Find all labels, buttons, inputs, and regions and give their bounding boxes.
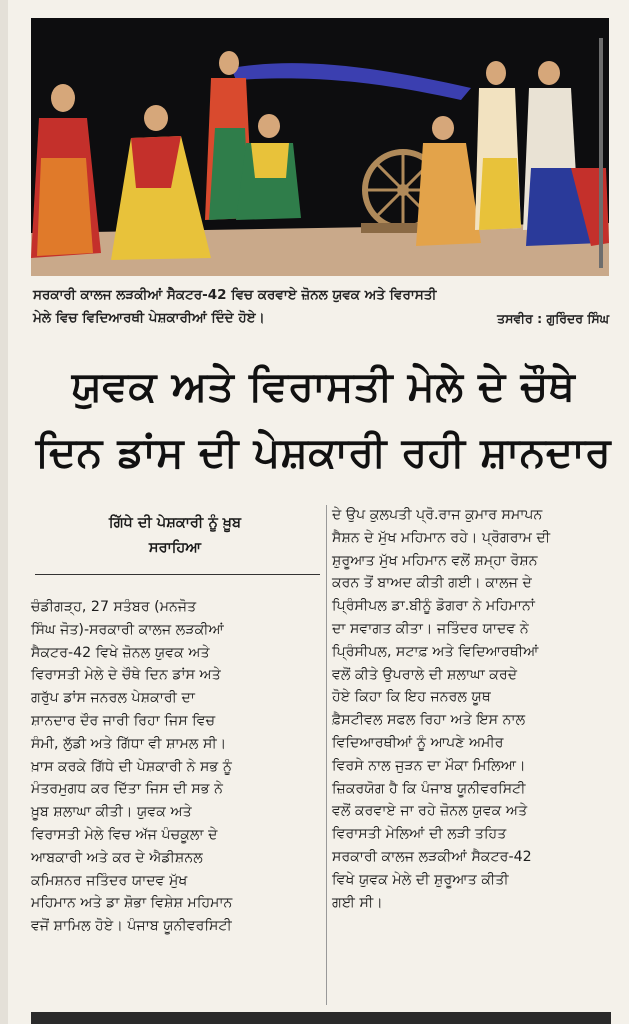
body-line: ਵਿਰਸੇ ਨਾਲ ਜੁੜਨ ਦਾ ਮੌਕਾ ਮਿਲਿਆ। (332, 757, 526, 774)
body-line: ਕਮਿਸ਼ਨਰ ਜਤਿੰਦਰ ਯਾਦਵ ਮੁੱਖ (31, 872, 188, 889)
body-line: ਫ਼ੈਸਟੀਵਲ ਸਫਲ ਰਿਹਾ ਅਤੇ ਇਸ ਨਾਲ (332, 712, 526, 729)
body-line: ਵਿਰਾਸਤੀ ਮੇਲੇ ਦੇ ਚੌਥੇ ਦਿਨ ਡਾਂਸ ਅਤੇ (31, 667, 221, 684)
body-line: ਵਿਰਾਸਤੀ ਮੇਲਿਆਂ ਦੀ ਲੜੀ ਤਹਿਤ (332, 826, 507, 843)
body-line: ਆਬਕਾਰੀ ਅਤੇ ਕਰ ਦੇ ਐਡੀਸ਼ਨਲ (31, 849, 203, 866)
headline-line-2: ਦਿਨ ਡਾਂਸ ਦੀ ਪੇਸ਼ਕਾਰੀ ਰਹੀ ਸ਼ਾਨਦਾਰ (35, 428, 612, 476)
article-column-left (31, 596, 322, 938)
body-line: ਸੰਮੀ, ਲੁੱਡੀ ਅਤੇ ਗਿੱਧਾ ਵੀ ਸ਼ਾਮਲ ਸੀ। (31, 735, 227, 752)
next-article-edge (31, 1012, 611, 1024)
body-line: ਸ਼ੁਰੂਆਤ ਮੁੱਖ ਮਹਿਮਾਨ ਵਲੋਂ ਸ਼ਮ੍ਹਾ ਰੋਸ਼ਨ (332, 552, 538, 569)
photo-caption (33, 284, 611, 330)
body-line: ਵਿਦਿਆਰਥੀਆਂ ਨੂੰ ਆਪਣੇ ਅਮੀਰ (332, 734, 504, 751)
subheading-divider (35, 574, 320, 575)
body-line: ਮੰਤਰਮੁਗਧ ਕਰ ਦਿੱਤਾ ਜਿਸ ਦੀ ਸਭ ਨੇ (31, 781, 223, 798)
column-divider (326, 505, 327, 1005)
body-line: ਖ਼ੂਬ ਸ਼ਲਾਘਾ ਕੀਤੀ। ਯੁਵਕ ਅਤੇ (31, 804, 192, 821)
body-line: ਸਿੰਘ ਜੋਤ)-ਸਰਕਾਰੀ ਕਾਲਜ ਲੜਕੀਆਂ (31, 621, 225, 638)
body-line: ਜ਼ਿਕਰਯੋਗ ਹੈ ਕਿ ਪੰਜਾਬ ਯੂਨੀਵਰਸਿਟੀ (332, 780, 526, 797)
body-line: ਵਲੋਂ ਕਰਵਾਏ ਜਾ ਰਹੇ ਜ਼ੋਨਲ ਯੁਵਕ ਅਤੇ (332, 803, 528, 820)
body-line: ਵਲੋਂ ਕੀਤੇ ਉਪਰਾਲੇ ਦੀ ਸ਼ਲਾਘਾ ਕਰਦੇ (332, 666, 518, 683)
caption-line: ਸਰਕਾਰੀ ਕਾਲਜ ਲੜਕੀਆਂ ਸੈਕਟਰ-42 ਵਿਚ ਕਰਵਾਏ ਜ਼ੋਨਲ ਯੁਵਕ ਅਤੇ ਵਿਰਾਸਤੀ (33, 287, 437, 303)
body-line: ਪ੍ਰਿੰਸੀਪਲ ਡਾ.ਬੀਨੂੰ ਡੋਗਰਾ ਨੇ ਮਹਿਮਾਨਾਂ (332, 598, 535, 615)
body-line: ਗਈ ਸੀ। (332, 894, 383, 911)
body-line: ਸਰਕਾਰੀ ਕਾਲਜ ਲੜਕੀਆਂ ਸੈਕਟਰ-42 (332, 848, 532, 865)
body-line: ਹੋਏ ਕਿਹਾ ਕਿ ਇਹ ਜਨਰਲ ਯੂਥ (332, 689, 491, 706)
body-line: ਸ਼ਾਨਦਾਰ ਦੌਰ ਜਾਰੀ ਰਿਹਾ ਜਿਸ ਵਿਚ (31, 712, 216, 729)
article-column-right (332, 504, 612, 914)
subheading (40, 511, 310, 561)
subheading-line: ਸਰਾਹਿਆ (148, 540, 202, 556)
body-line: ਪ੍ਰਿੰਸੀਪਲ, ਸਟਾਫ਼ ਅਤੇ ਵਿਦਿਆਰਥੀਆਂ (332, 643, 539, 660)
body-line: ਸੈਕਟਰ-42 ਵਿਖੇ ਜ਼ੋਨਲ ਯੁਵਕ ਅਤੇ (31, 644, 210, 661)
body-line: ਵਿਰਾਸਤੀ ਮੇਲੇ ਵਿਚ ਅੱਜ ਪੰਚਕੂਲਾ ਦੇ (31, 826, 218, 843)
body-line: ਗਰੁੱਪ ਡਾਂਸ ਜਨਰਲ ਪੇਸ਼ਕਾਰੀ ਦਾ (31, 690, 195, 707)
body-line: ਕਰਨ ਤੋਂ ਬਾਅਦ ਕੀਤੀ ਗਈ। ਕਾਲਜ ਦੇ (332, 575, 532, 592)
caption-line: ਮੇਲੇ ਵਿਚ ਵਿਦਿਆਰਥੀ ਪੇਸ਼ਕਾਰੀਆਂ ਦਿੰਦੇ ਹੋਏ। (33, 310, 265, 326)
body-line: ਮਹਿਮਾਨ ਅਤੇ ਡਾ ਸ਼ੋਭਾ ਵਿਸ਼ੇਸ਼ ਮਹਿਮਾਨ (31, 895, 233, 912)
headline-line-1: ਯੁਵਕ ਅਤੇ ਵਿਰਾਸਤੀ ਮੇਲੇ ਦੇ ਚੌਥੇ (71, 362, 576, 410)
body-line: ਸੈਸ਼ਨ ਦੇ ਮੁੱਖ ਮਹਿਮਾਨ ਰਹੇ। ਪ੍ਰੋਗਰਾਮ ਦੀ (332, 529, 551, 546)
article-photo (31, 18, 609, 276)
body-line: ਚੰਡੀਗੜ੍ਹ, 27 ਸਤੰਬਰ (ਮਨਜੋਤ (31, 599, 197, 615)
stage-performance-photo (31, 18, 609, 276)
body-line: ਖ਼ਾਸ ਕਰਕੇ ਗਿੱਧੇ ਦੀ ਪੇਸ਼ਕਾਰੀ ਨੇ ਸਭ ਨੂੰ (31, 758, 232, 775)
body-line: ਦਾ ਸਵਾਗਤ ਕੀਤਾ। ਜਤਿੰਦਰ ਯਾਦਵ ਨੇ (332, 620, 529, 637)
body-line: ਵਿਖੇ ਯੁਵਕ ਮੇਲੇ ਦੀ ਸ਼ੁਰੂਆਤ ਕੀਤੀ (332, 871, 509, 888)
body-line: ਵਜੋਂ ਸ਼ਾਮਿਲ ਹੋਏ। ਪੰਜਾਬ ਯੂਨੀਵਰਸਿਟੀ (31, 918, 232, 935)
subheading-line: ਗਿੱਧੇ ਦੀ ਪੇਸ਼ਕਾਰੀ ਨੂੰ ਖ਼ੂਬ (108, 515, 242, 531)
page-left-edge (0, 0, 8, 1024)
body-line: ਦੇ ਉਪ ਕੁਲਪਤੀ ਪ੍ਰੋ.ਰਾਜ ਕੁਮਾਰ ਸਮਾਪਨ (332, 507, 543, 523)
photo-credit: ਤਸਵੀਰ : ਗੁਰਿੰਦਰ ਸਿੰਘ (497, 311, 609, 326)
